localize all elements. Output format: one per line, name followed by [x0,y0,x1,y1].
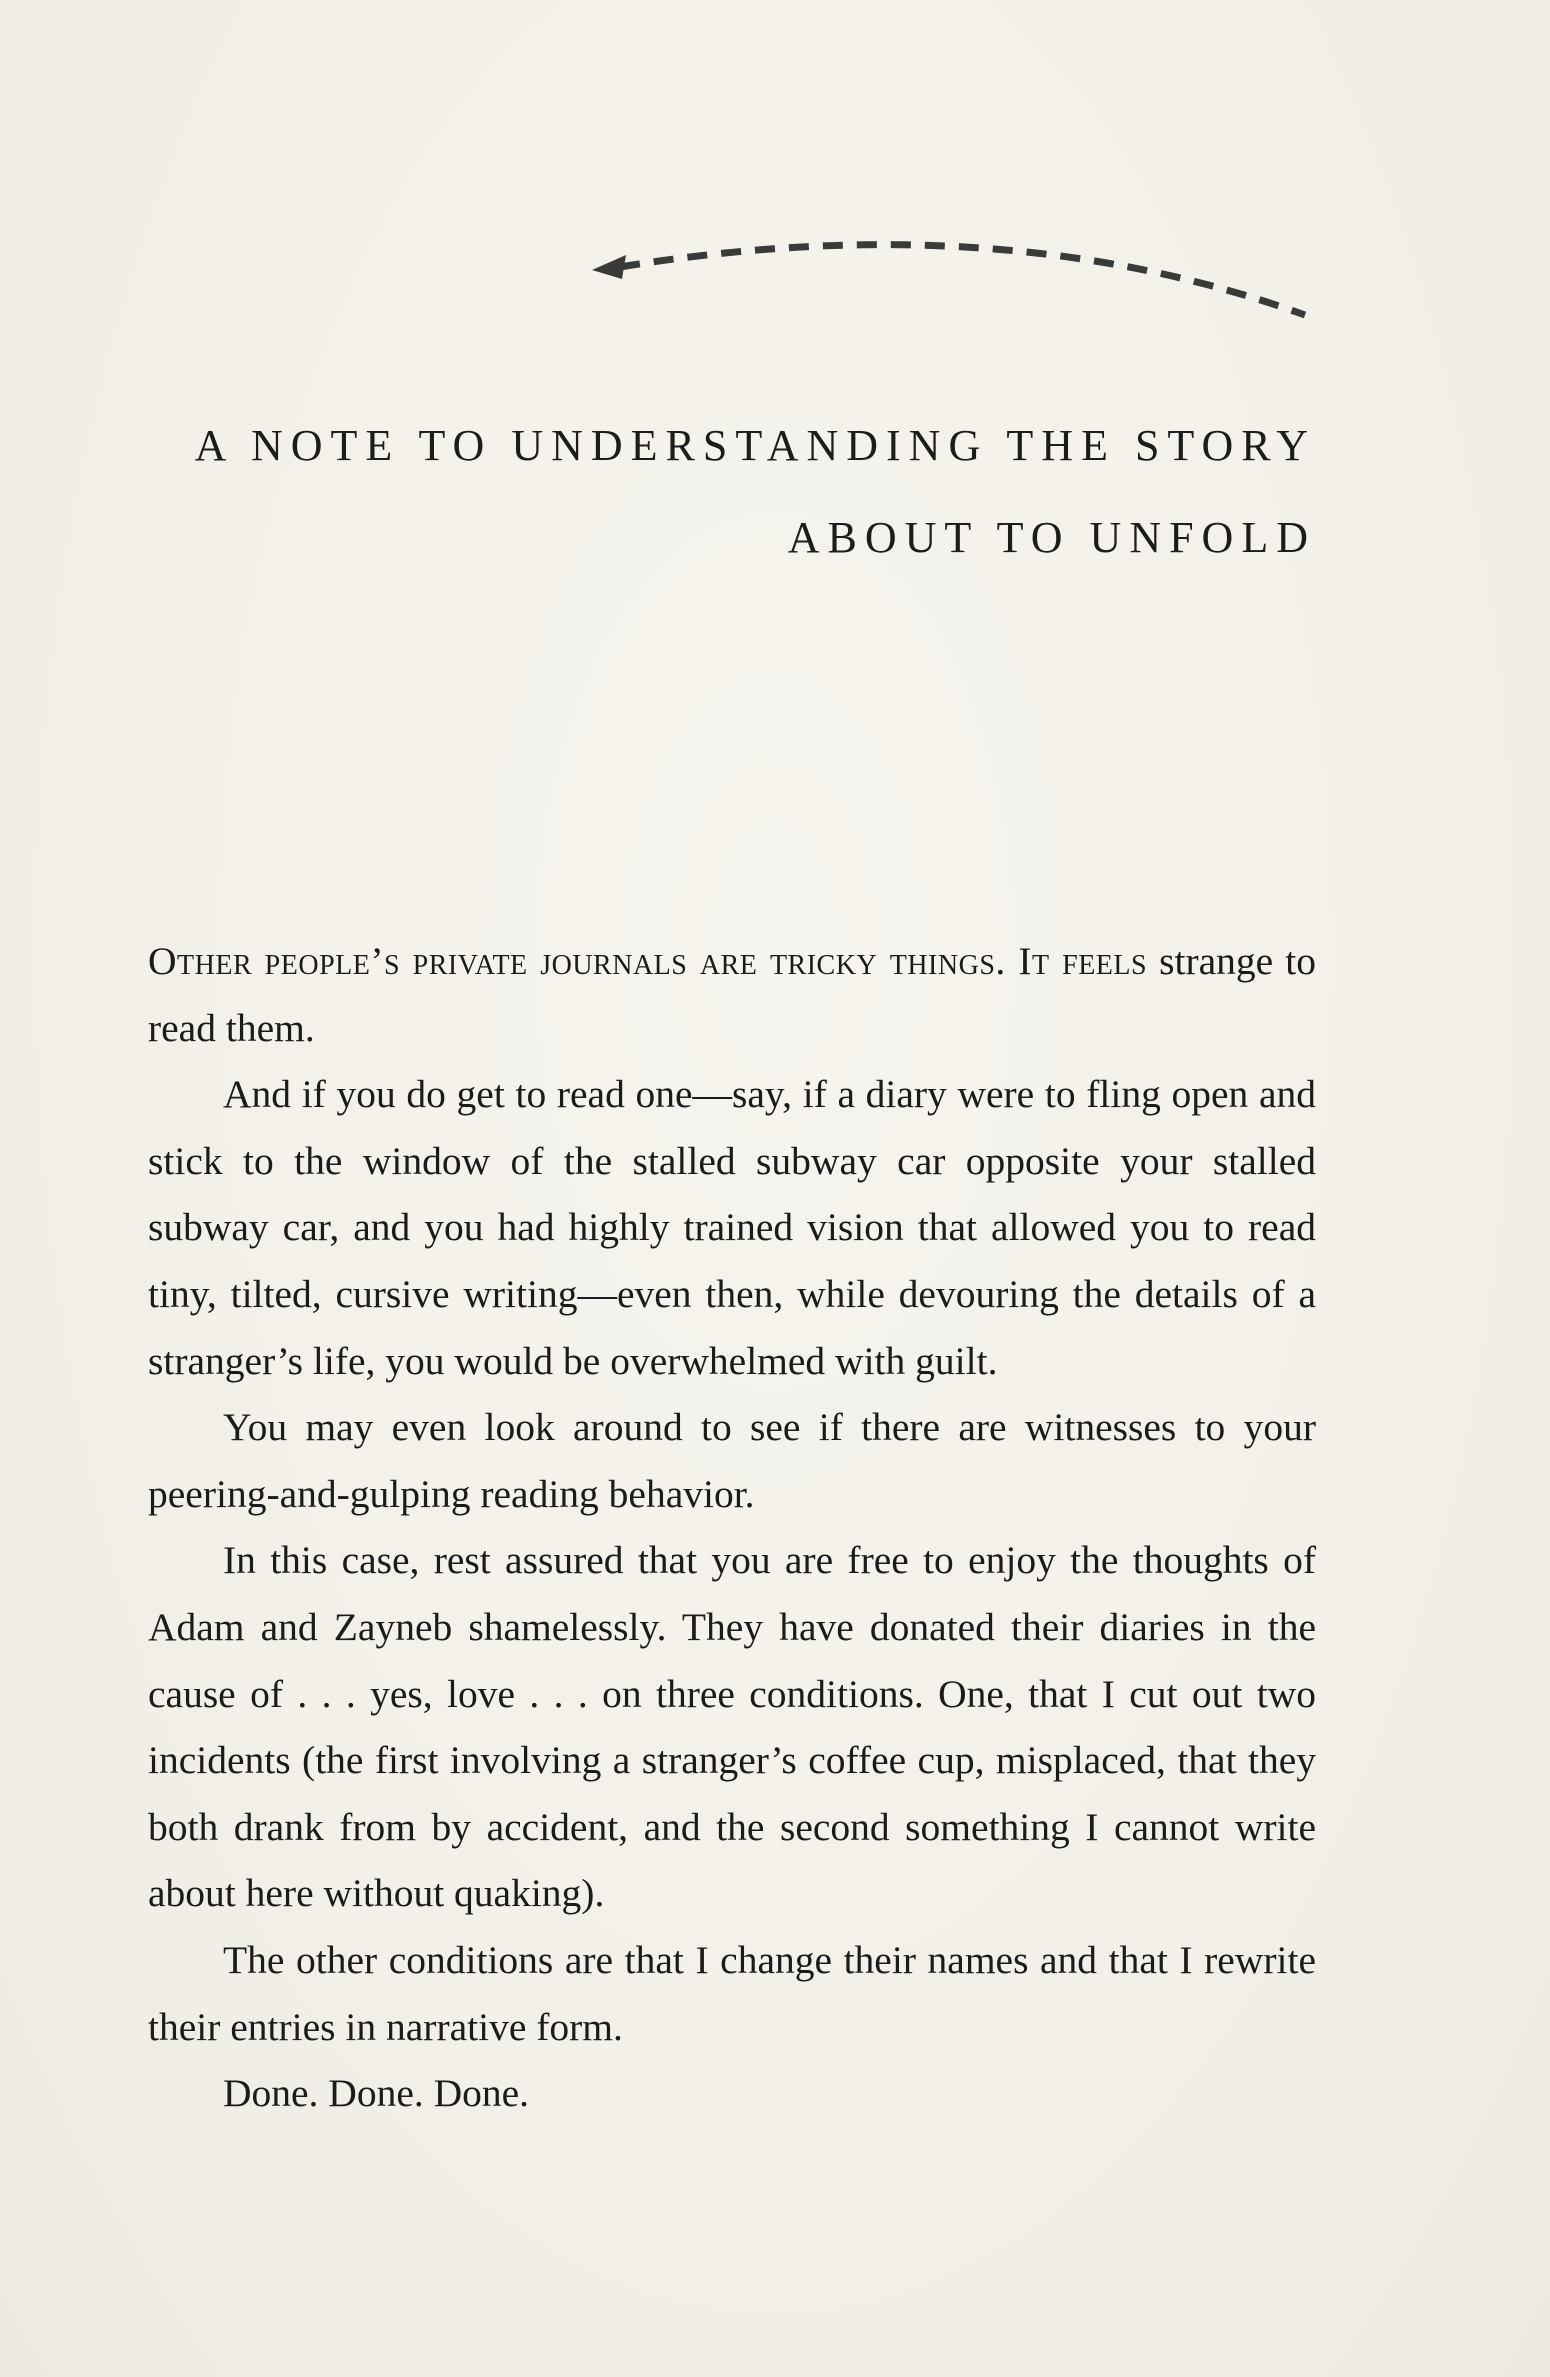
paragraph-5: The other conditions are that I change their names and that I rewrite their entries in narrative form. [148,1937,1316,2049]
paragraph-6: Done. Done. Done. [223,2071,530,2116]
paragraph-1 [148,928,1316,1061]
chapter-title-line-2: ABOUT TO UNFOLD [787,513,1316,562]
paragraph-3: You may even look around to see if there are witnesses to your peering-and-gulping reading behavior. [148,1405,1316,1516]
paragraph-4: In this case, rest assured that you are free to enjoy the thoughts of Adam and Zayneb shamelessly. They have donated their diaries in the cause of . . . yes, love . . . on three conditions. One, that I cut out two incidents (the first involving a stranger’s coffee cup, misplaced, that they both drank from by accident, and the second something I cannot write about here without quaking). [148,1538,1316,1916]
body-text [148,928,1316,2127]
paragraph-1-rest: strange to read them. [148,939,1316,1050]
dashed-arrow-icon [580,215,1320,335]
chapter-title-line-1: A NOTE TO UNDERSTANDING THE STORY [194,421,1316,470]
opening-small-caps: Other people’s private journals are tricky things. It feels [148,939,1148,983]
paragraph-2: And if you do get to read one—say, if a diary were to fling open and stick to the window of the stalled subway car opposite your stalled subway car, and you had highly trained vision that allowed you to read tiny, tilted, cursive writing—even then, while devouring the details of a stranger’s life, you would be overwhelmed with guilt. [148,1072,1316,1383]
